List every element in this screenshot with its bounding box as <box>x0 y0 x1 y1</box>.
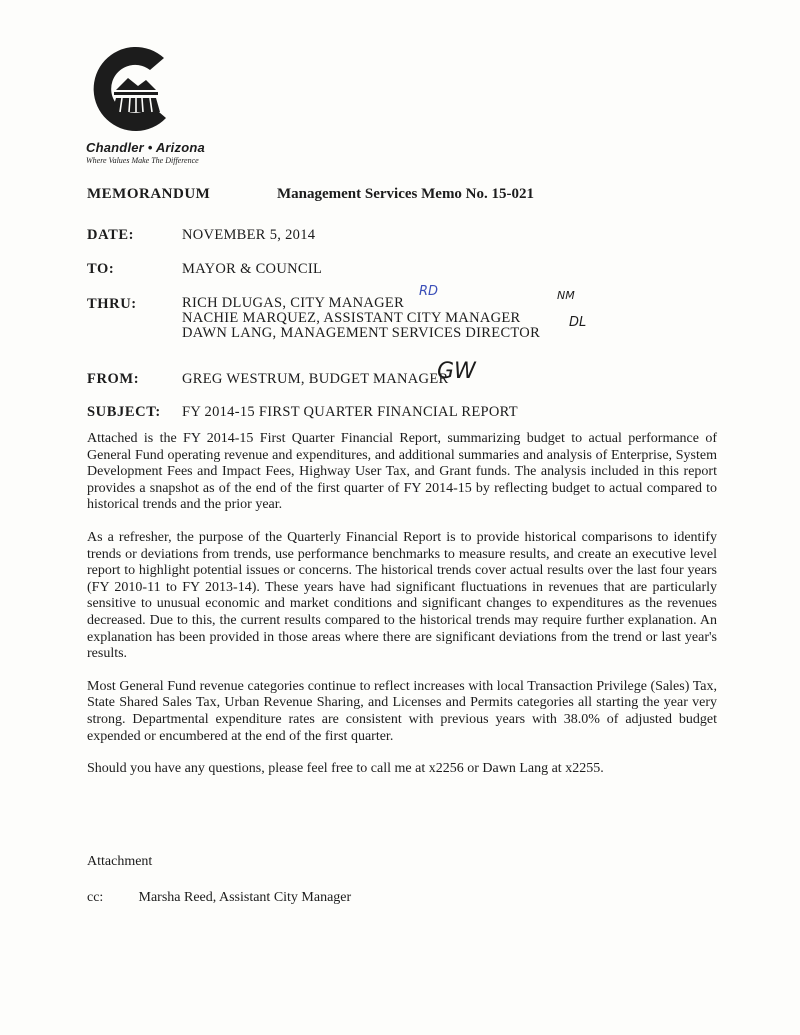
paragraph-2: As a refresher, the purpose of the Quarterly Financial Report is to provide historical comparisons to identify trends or deviations from trends, use performance benchmarks to measure results, and create an executive level report to highlight potential issues or concerns. The historical trends cover actual results over the last four years (FY 2010-11 to FY 2013-14). These years have had significant fluctuations in revenues that are particularly sensitive to unusual economic and market conditions and significant changes to expenditures as the revenues decreased. Due to this, the current results compared to the historical trends may require further explanation. An explanation has been provided in those areas where there are significant deviations from the trend or last year's results. <box>87 529 717 662</box>
cc-line <box>87 890 351 906</box>
thru-line-3: DAWN LANG, MANAGEMENT SERVICES DIRECTOR <box>182 325 541 341</box>
memo-header <box>87 186 535 203</box>
paragraph-3: Most General Fund revenue categories continue to reflect increases with local Transaction Privilege (Sales) Tax, State Shared Sales Tax, Urban Revenue Sharing, and Licenses and Permits categories all starting the year very strong. Departmental expenditure rates are consistent with previous years with 38.0% of adjusted budget expended or encumbered at the end of the first quarter. <box>87 678 717 744</box>
paragraph-1: Attached is the FY 2014-15 First Quarter Financial Report, summarizing budget to actual performance of General Fund operating revenue and expenditures, and additional summaries and analysis of Enterprise, System Development Fees and Impact Fees, Highway User Tax, and Grant funds. The analysis included in this report provides a snapshot as of the end of the first quarter of FY 2014-15 by reflecting budget to actual compared to historical trends and the prior year. <box>87 431 717 513</box>
cc-value: Marsha Reed, Assistant City Manager <box>138 890 352 905</box>
memo-body <box>87 431 717 796</box>
to-value: MAYOR & COUNCIL <box>182 261 323 277</box>
from-label: FROM: <box>87 371 140 387</box>
cc-label: cc: <box>87 890 104 905</box>
initials-nm: NM <box>557 289 575 302</box>
from-value: GREG WESTRUM, BUDGET MANAGER <box>182 371 449 387</box>
date-label: DATE: <box>87 227 135 243</box>
initials-dl: DL <box>569 315 587 330</box>
date-value: NOVEMBER 5, 2014 <box>182 227 316 243</box>
initials-rd: RD <box>419 284 439 299</box>
logo-tagline: Where Values Make The Difference <box>86 156 199 165</box>
attachment-label: Attachment <box>87 854 153 869</box>
subject-label: SUBJECT: <box>87 404 161 420</box>
initials-gw: GW <box>437 359 476 384</box>
chandler-logo <box>86 40 226 165</box>
thru-label: THRU: <box>87 296 137 312</box>
subject-value: FY 2014-15 FIRST QUARTER FINANCIAL REPORT <box>182 404 518 420</box>
thru-line-1: RICH DLUGAS, CITY MANAGER <box>182 295 405 311</box>
memo-label: MEMORANDUM <box>87 186 211 202</box>
thru-line-2: NACHIE MARQUEZ, ASSISTANT CITY MANAGER <box>182 310 521 326</box>
to-label: TO: <box>87 261 115 277</box>
memo-number: Management Services Memo No. 15-021 <box>277 186 535 202</box>
chandler-c-logo-icon <box>86 40 186 136</box>
paragraph-4: Should you have any questions, please feel free to call me at x2256 or Dawn Lang at x2255. <box>87 761 604 777</box>
thru-values <box>182 296 540 341</box>
logo-name: Chandler • Arizona <box>86 140 205 155</box>
